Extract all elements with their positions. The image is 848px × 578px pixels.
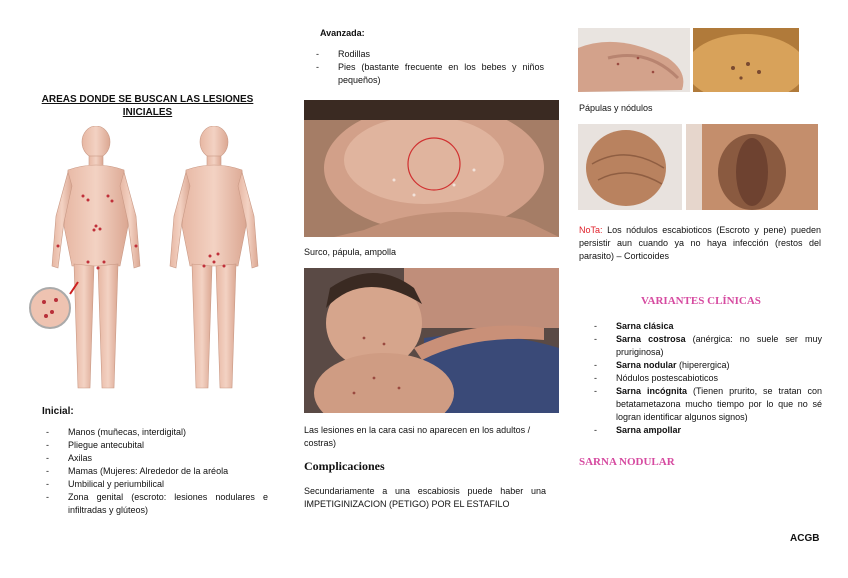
hand-photo xyxy=(578,28,690,92)
list-item: - Pliegue antecubital xyxy=(42,439,268,452)
skin-photo xyxy=(693,28,799,92)
front-figure xyxy=(52,126,140,388)
genital-photo xyxy=(686,124,818,210)
list-item: - Sarna nodular (hiperergica) xyxy=(590,359,822,372)
list-item: - Sarna clásica xyxy=(590,320,822,333)
back-figure xyxy=(170,126,258,388)
body-diagram xyxy=(28,126,276,396)
note-text: Los nódulos escabioticos (Escroto y pene) pueden persistir aun cuando ya no haya infección (restos del parasito) – Corticoides xyxy=(579,225,821,261)
magnified-inset xyxy=(30,288,70,328)
list-item: - Umbilical y periumbilical xyxy=(42,478,268,491)
list-item: - Sarna ampollar xyxy=(590,424,822,437)
scrotum-photo xyxy=(578,124,682,210)
list-item: - Mamas (Mujeres: Alrededor de la aréola xyxy=(42,465,268,478)
caption: Las lesiones en la cara casi no aparecen en los adultos / costras) xyxy=(304,425,531,448)
list-item: - Sarna incógnita (Tienen prurito, se tratan con betatametazona mucho tiempo por lo que no sé logran identificar algunos signos) xyxy=(590,385,822,424)
variants-list xyxy=(590,320,822,437)
list-item: - Manos (muñecas, interdigital) xyxy=(42,426,268,439)
baby-photo xyxy=(304,268,559,413)
section-title: AREAS DONDE SE BUSCAN LAS LESIONES INICIALES xyxy=(41,94,254,118)
caption: Surco, pápula, ampolla xyxy=(304,247,397,257)
complications-heading: Complicaciones xyxy=(304,459,385,473)
list-item: - Pies (bastante frecuente en los bebes y niños pequeños) xyxy=(312,61,544,87)
list-item: - Rodillas xyxy=(312,48,544,61)
list-item: - Nódulos postescabioticos xyxy=(590,372,822,385)
list-item: - Sarna costrosa (anérgica: no suele ser muy pruriginosa) xyxy=(590,333,822,359)
initial-heading: Inicial: xyxy=(42,406,74,417)
palm-photo xyxy=(304,100,559,237)
caption: Pápulas y nódulos xyxy=(579,103,653,113)
list-item: - Zona genital (escroto: lesiones nodulares e infiltradas y glúteos) xyxy=(42,491,268,517)
note xyxy=(579,224,821,263)
signature: ACGB xyxy=(790,533,820,544)
initial-list xyxy=(42,426,268,517)
advanced-heading: Avanzada: xyxy=(320,28,365,38)
advanced-list xyxy=(312,48,544,87)
note-label: NoTa: xyxy=(579,225,603,235)
list-item: - Axilas xyxy=(42,452,268,465)
complications-text: Secundariamente a una escabiosis puede haber una IMPETIGINIZACION (PETIGO) POR EL ESTAFILO xyxy=(304,486,546,509)
variants-heading: VARIANTES CLÍNICAS xyxy=(641,295,761,307)
nodular-heading: SARNA NODULAR xyxy=(579,456,675,468)
